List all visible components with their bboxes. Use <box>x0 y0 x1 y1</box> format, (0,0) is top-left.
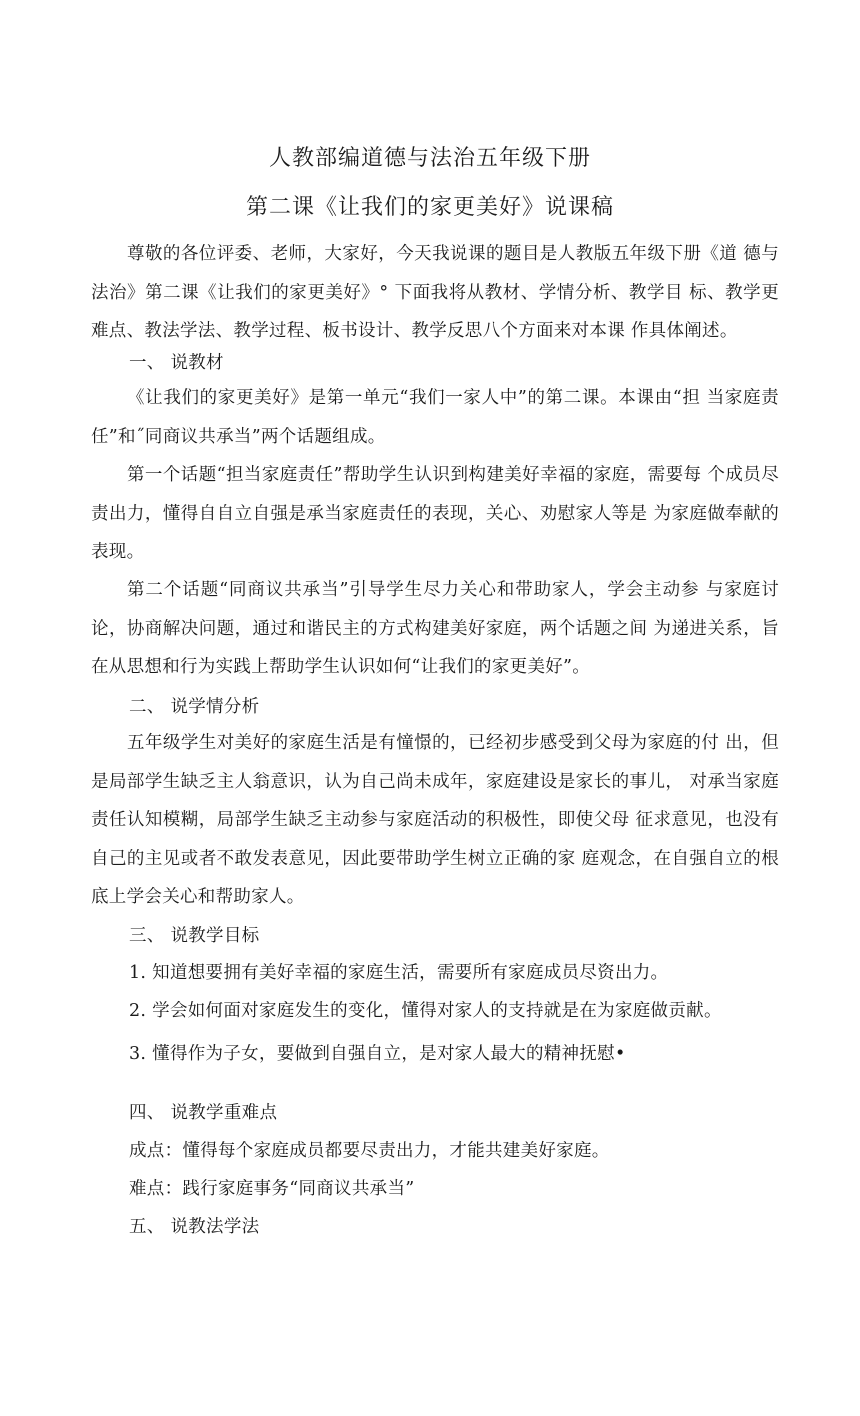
section-heading-student-analysis: 二、 说学情分析 <box>129 697 260 717</box>
section-heading-methods: 五、 说教法学法 <box>129 1217 260 1237</box>
section-heading-key-points: 四、 说教学重难点 <box>129 1103 278 1123</box>
textbook-paragraph-2: 第一个话题“担当家庭责任”帮助学生认识到构建美好幸福的家庭，需要每 个成员尽责出力，懂得自自立自强是承当家庭责任的表现，关心、劝慰家人等是 为家庭做奉献的表现。 <box>91 465 779 562</box>
difficult-point-text: 难点：践行家庭事务“同商议共承当” <box>129 1179 415 1199</box>
intro-paragraph: 尊敬的各位评委、老师，大家好，今天我说课的题目是人教版五年级下册《道 德与法治》第二课《让我们的家更美好》° 下面我将从教材、学情分析、教学目 标、教学更难点、教法学法、教学过程、板书设计、教学反思八个方面来对本课 作具体阐述。 <box>91 244 779 341</box>
textbook-paragraph-1: 《让我们的家更美好》是第一单元“我们一家人中”的第二课。本课由“担 当家庭责任”和˝同商议共承当”两个话题组成。 <box>91 388 779 447</box>
textbook-paragraph-3: 第二个话题“同商议共承当”引导学生尽力关心和带助家人，学会主动参 与家庭讨论，协商解决问题，通过和谐民主的方式构建美好家庭，两个话题之间 为递进关系，旨在从思想和行为实践上帮助学生认识如何“让我们的家更美好”。 <box>91 580 779 677</box>
goal-item-2: 2. 学会如何面对家庭发生的变化，懂得对家人的支持就是在为家庭做贡献。 <box>129 1001 722 1021</box>
key-point-text: 成点：懂得每个家庭成员都要尽责出力，才能共建美好家庭。 <box>129 1141 610 1161</box>
goal-item-1: 1. 知道想要拥有美好幸福的家庭生活，需要所有家庭成员尽资出力。 <box>129 963 669 983</box>
student-analysis-paragraph: 五年级学生对美好的家庭生活是有憧憬的，已经初步感受到父母为家庭的付 出，但是局部学生缺乏主人翁意识，认为自己尚未成年，家庭建设是家长的事儿， 对承当家庭责任认知模糊，局部学生缺乏主动参与家庭活动的积极性，即使父母 征求意见，也没有自己的主见或者不敢发表意见，因此要带助学生树立正确的家 庭观念，在自强自立的根底上学会关心和帮助家人。 <box>91 733 779 907</box>
goal-item-3: 3. 懂得作为子女，要做到自强自立，是对家人最大的精神抚慰• <box>129 1044 626 1064</box>
section-heading-teaching-goals: 三、 说教学目标 <box>129 926 260 946</box>
document-subtitle: 第二课《让我们的家更美好》说课稿 <box>245 195 614 220</box>
section-heading-textbook: 一、 说教材 <box>129 353 224 373</box>
document-title: 人教部编道德与法治五年级下册 <box>268 146 591 171</box>
